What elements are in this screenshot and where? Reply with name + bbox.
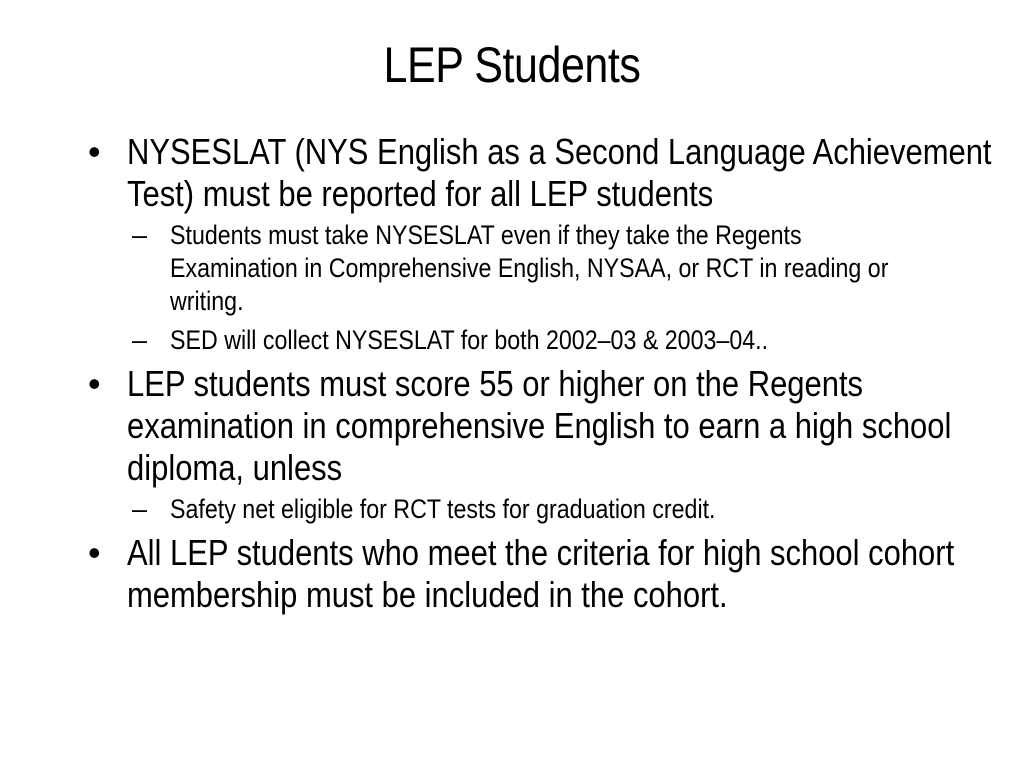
- sub-bullet-item-2-1: [132, 493, 1008, 526]
- sub-bullet-text: Students must take NYSESLAT even if they take the Regents Examination in Comprehensive English, NYSAA, or RCT in reading or writing.: [170, 220, 889, 316]
- bullet-marker: •: [88, 532, 101, 573]
- sub-bullet-marker: –: [132, 494, 148, 524]
- sub-bullet-item-1-2: [132, 324, 1008, 357]
- bullet-text: LEP students must score 55 or higher on the Regents examination in comprehensive English to earn a high school diploma, unless: [127, 363, 952, 488]
- bullet-item-1: [88, 131, 1008, 215]
- slide-title: LEP Students: [383, 37, 641, 93]
- sub-bullet-marker: –: [132, 220, 148, 250]
- bullet-text: All LEP students who meet the criteria for high school cohort membership must be included in the cohort.: [127, 532, 955, 615]
- bullet-marker: •: [88, 131, 101, 172]
- bullet-marker: •: [88, 363, 101, 404]
- bullet-list: [88, 131, 1008, 616]
- sub-bullet-text: Safety net eligible for RCT tests for graduation credit.: [170, 494, 716, 524]
- sub-bullet-item-1-1: [132, 219, 1008, 318]
- bullet-item-2: [88, 363, 1008, 489]
- bullet-text: NYSESLAT (NYS English as a Second Language Achievement Test) must be reported for all LEP students: [127, 131, 992, 214]
- sub-bullet-text: SED will collect NYSESLAT for both 2002–03 & 2003–04..: [170, 325, 769, 355]
- bullet-item-3: [88, 532, 1008, 616]
- sub-bullet-marker: –: [132, 325, 148, 355]
